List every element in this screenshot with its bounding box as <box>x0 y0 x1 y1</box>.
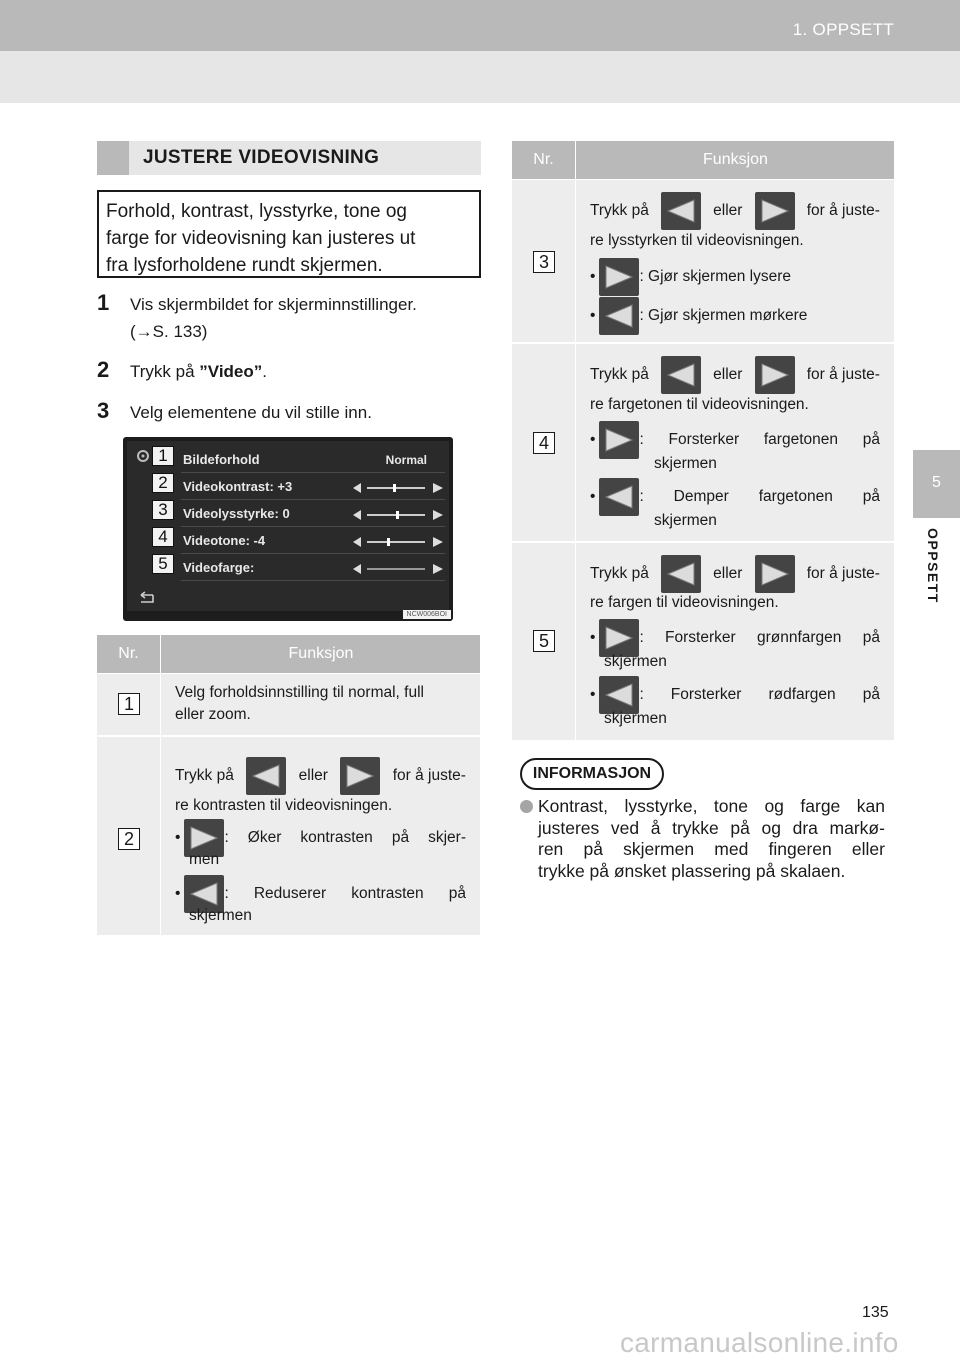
bullet-dot: • <box>175 829 181 846</box>
setting-label: Bildeforhold <box>183 452 260 467</box>
word: og <box>761 817 781 838</box>
row-text: re fargetonen til videovisningen. <box>590 396 809 413</box>
word: å <box>650 817 661 838</box>
table-header <box>97 635 480 673</box>
bullet-dot: • <box>175 885 181 902</box>
text-segment: på <box>862 629 880 646</box>
text-segment: på <box>862 686 880 703</box>
row-function <box>590 555 880 735</box>
word: tone <box>713 796 748 816</box>
left-arrow-button <box>661 192 701 230</box>
text-segment: Forsterker <box>668 431 740 448</box>
step-text-bold: ”Video” <box>199 362 263 381</box>
row-number: 1 <box>118 693 140 715</box>
text-segment: Trykk på <box>590 202 649 219</box>
intro-box <box>97 190 481 278</box>
right-arrow-button <box>755 555 795 593</box>
bullet-continuation: skjermen <box>604 653 667 670</box>
row-number-cell <box>512 543 576 740</box>
callout-number: 1 <box>152 446 174 466</box>
word: ved <box>610 817 640 838</box>
table-row <box>512 180 894 342</box>
left-arrow-button <box>246 757 286 795</box>
row-number: 2 <box>118 828 140 850</box>
setting-label: Videokontrast: +3 <box>183 479 293 494</box>
callout-number: 5 <box>152 554 174 574</box>
text-segment: på <box>862 431 880 448</box>
table-row <box>97 737 480 935</box>
text-segment: kontrasten <box>351 885 424 902</box>
bullet-dot: • <box>590 268 596 285</box>
intro-line: farge for videovisning kan justeres ut <box>106 228 416 249</box>
text-segment: på <box>862 488 880 505</box>
text-segment: Trykk på <box>590 366 649 383</box>
word: skjermen <box>623 839 695 859</box>
page-reference-link[interactable]: (→S. 133) <box>130 322 208 341</box>
step-number: 2 <box>97 357 110 382</box>
step-number: 1 <box>97 290 110 315</box>
text-segment: Forsterker <box>665 629 736 646</box>
text-segment: fargetonen <box>758 488 833 505</box>
section-heading <box>97 141 481 175</box>
row-number: 5 <box>533 630 555 652</box>
row-number: 3 <box>533 251 555 273</box>
text-segment: : Gjør skjermen lysere <box>639 268 792 285</box>
step-text <box>130 362 267 382</box>
section-heading-marker <box>97 141 129 175</box>
word: lysstyrke, <box>624 796 698 816</box>
text-segment: for å juste- <box>806 202 880 219</box>
right-arrow-button <box>599 258 639 296</box>
right-arrow-button <box>340 757 380 795</box>
header-nr: Nr. <box>97 635 161 673</box>
text-segment: Trykk på <box>590 565 649 582</box>
watermark: carmanualsonline.info <box>620 1327 899 1358</box>
section-heading-text: JUSTERE VIDEOVISNING <box>143 147 380 168</box>
left-arrow-button <box>661 356 701 394</box>
intro-line: Forhold, kontrast, lysstyrke, tone og <box>106 201 407 222</box>
back-arrow-icon <box>135 591 157 605</box>
info-line <box>538 839 885 861</box>
intro-line: fra lysforholdene rundt skjermen. <box>106 255 383 276</box>
text-segment: Reduserer <box>253 885 327 902</box>
text-segment: Demper <box>673 488 729 505</box>
word: med <box>714 839 749 859</box>
text-segment: Trykk på <box>175 767 234 784</box>
row-function <box>590 356 880 536</box>
slider-control <box>353 536 443 548</box>
text-segment: Forsterker <box>670 686 742 703</box>
step-number: 3 <box>97 398 110 423</box>
text-segment: fargetonen <box>763 431 838 448</box>
info-line <box>538 796 885 818</box>
row-text: re kontrasten til videovisningen. <box>175 797 393 814</box>
word: farge <box>800 796 841 816</box>
row-text-line <box>590 192 880 230</box>
table-row <box>97 674 480 735</box>
setting-row <box>181 530 445 554</box>
bullet-dot-icon <box>520 800 533 813</box>
step-text: Vis skjermbildet for skjerminnstillinger. <box>130 295 417 314</box>
text-segment: Øker <box>247 829 282 846</box>
text-segment: rødfargen <box>768 686 836 703</box>
bullet-lead <box>590 478 644 516</box>
chapter-title: 1. OPPSETT <box>792 20 894 39</box>
word: og <box>764 796 784 816</box>
bullet-dot: • <box>590 307 596 324</box>
info-text <box>538 796 885 882</box>
row-number-cell <box>512 180 576 342</box>
right-arrow-button <box>755 192 795 230</box>
table-row <box>512 344 894 541</box>
row-number: 4 <box>533 432 555 454</box>
slider-control <box>353 509 443 521</box>
row-function <box>175 747 466 927</box>
setting-label: Videolysstyrke: 0 <box>183 506 290 521</box>
video-settings-screenshot <box>123 437 453 621</box>
row-number-cell <box>97 674 161 735</box>
gear-icon <box>136 449 150 463</box>
word: dra <box>792 817 818 838</box>
chapter-tab-label <box>913 518 960 628</box>
table-header <box>512 141 894 179</box>
text-segment: eller <box>713 202 743 219</box>
slider-control <box>353 482 443 494</box>
setting-label: Videotone: -4 <box>183 533 266 548</box>
text-segment: kontrasten <box>300 829 373 846</box>
left-arrow-button <box>599 478 639 516</box>
text-segment: : <box>224 885 229 902</box>
text-segment: for å juste- <box>806 366 880 383</box>
image-code: NCW006BOI <box>403 610 451 619</box>
text-segment: eller <box>713 366 743 383</box>
text-segment: grønnfargen <box>756 629 842 646</box>
page-number: 135 <box>862 1304 889 1321</box>
word: på <box>730 817 750 838</box>
row-text-line <box>590 356 880 394</box>
bullet-dot: • <box>590 686 596 703</box>
step-text-pre: Trykk på <box>130 362 200 381</box>
row-text-line <box>590 555 880 593</box>
right-arrow-button <box>599 421 639 459</box>
chapter-tab-text: OPPSETT <box>925 528 941 604</box>
text-segment: : <box>639 431 644 448</box>
text-segment: for å juste- <box>392 767 466 784</box>
step-text: Velg elementene du vil stille inn. <box>130 403 372 422</box>
screenshot-panel <box>127 441 449 611</box>
header-subband <box>0 51 960 103</box>
callout-number: 3 <box>152 500 174 520</box>
bullet-line <box>590 258 880 296</box>
callout-number: 4 <box>152 527 174 547</box>
step-text-post: . <box>262 362 267 381</box>
left-arrow-button <box>661 555 701 593</box>
table-row <box>512 543 894 740</box>
header-band <box>0 0 960 51</box>
bullet-continuation: skjermen <box>654 455 717 472</box>
text-segment: : <box>639 629 644 646</box>
text-segment: : <box>224 829 229 846</box>
row-function <box>590 192 880 337</box>
left-arrow-button <box>599 297 639 335</box>
setting-value: Normal <box>385 453 427 467</box>
row-text: re fargen til videovisningen. <box>590 594 779 611</box>
row-number-cell <box>97 737 161 935</box>
word: markø- <box>829 817 885 838</box>
bullet-dot: • <box>590 488 596 505</box>
callout-number: 2 <box>152 473 174 493</box>
word: Kontrast, <box>538 796 609 816</box>
row-text: Velg forholdsinnstilling til normal, full <box>175 684 424 701</box>
row-function <box>175 682 466 726</box>
row-text: re lysstyrken til videovisningen. <box>590 232 804 249</box>
chapter-tab-number[interactable]: 5 <box>913 450 960 518</box>
word: trykke <box>672 817 719 838</box>
setting-row <box>181 476 445 500</box>
text-segment: for å juste- <box>806 565 880 582</box>
info-badge: INFORMASJON <box>520 758 664 790</box>
setting-row <box>181 557 445 581</box>
header-funksjon: Funksjon <box>703 151 768 168</box>
word: ren <box>538 839 564 859</box>
bullet-continuation: skjermen <box>189 907 252 924</box>
text-segment: : <box>639 488 644 505</box>
info-line <box>538 818 885 840</box>
setting-row <box>181 449 445 473</box>
text-segment: skjer- <box>428 829 466 846</box>
right-arrow-button <box>755 356 795 394</box>
bullet-line <box>590 297 880 335</box>
slider-control <box>353 563 443 575</box>
info-line: trykke på ønsket plassering på skalaen. <box>538 860 846 881</box>
text-segment: eller <box>713 565 743 582</box>
text-segment: på <box>448 885 466 902</box>
bullet-continuation: skjermen <box>654 512 717 529</box>
bullet-dot: • <box>590 629 596 646</box>
word: justeres <box>538 817 600 838</box>
bullet-lead <box>590 421 644 459</box>
text-segment: : <box>639 686 644 703</box>
setting-row <box>181 503 445 527</box>
bullet-dot: • <box>590 431 596 448</box>
header-funksjon: Funksjon <box>288 645 354 662</box>
word: fingeren <box>768 839 832 859</box>
text-segment: : Gjør skjermen mørkere <box>639 307 808 324</box>
bullet-continuation: men <box>189 851 220 868</box>
word: eller <box>851 839 885 859</box>
text-segment: eller <box>298 767 328 784</box>
row-number-cell <box>512 344 576 541</box>
row-text-line <box>175 757 466 795</box>
word: kan <box>856 796 885 816</box>
row-text: eller zoom. <box>175 706 251 723</box>
setting-label: Videofarge: <box>183 560 255 575</box>
header-nr: Nr. <box>512 141 576 179</box>
text-segment: på <box>391 829 410 846</box>
bullet-continuation: skjermen <box>604 710 667 727</box>
word: på <box>583 839 603 859</box>
